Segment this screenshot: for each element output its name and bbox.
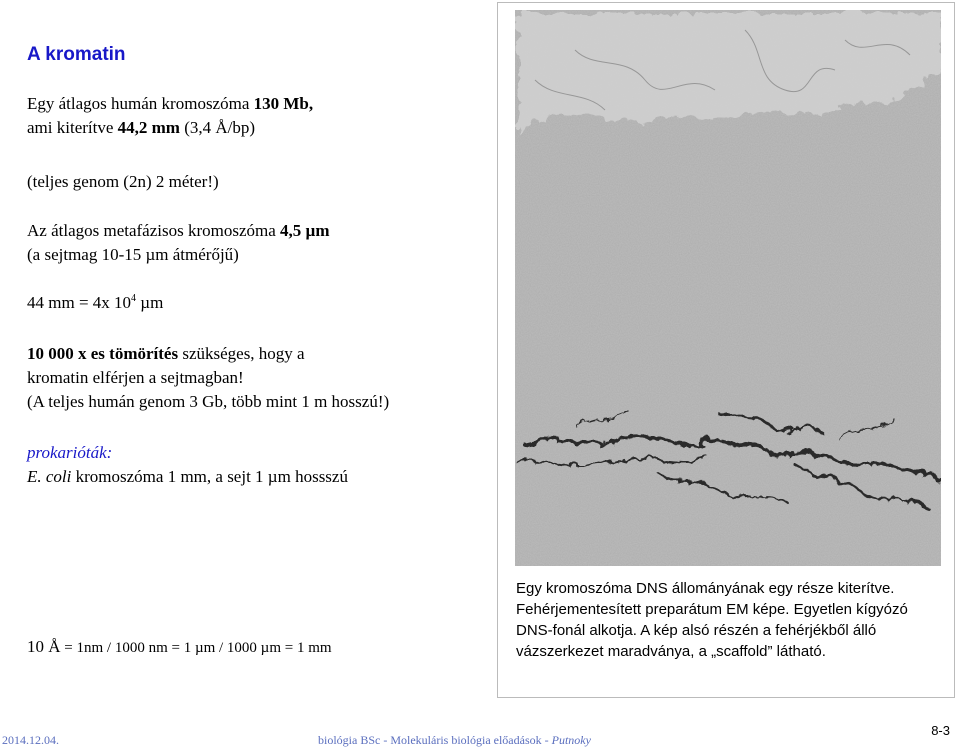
paragraph-metaphase: Az átlagos metafázisos kromoszóma 4,5 µm (a sejtmag 10-15 µm átmérőjű) (27, 221, 330, 264)
figure-caption: Egy kromoszóma DNS állományának egy része kiterítve. Fehérjementesített preparátum EM képe. Egyetlen kígyózó DNS-fonál alkotja. A kép alsó részén a fehérjékből álló vázszerkezet maradványa, a „scaffold” látható. (516, 580, 908, 660)
footer-author: Putnoky (551, 733, 591, 747)
paragraph-conversion: 44 mm = 4x $10^4$ µm (27, 293, 164, 312)
electron-micrograph-image (515, 10, 941, 566)
paragraph-prokaryotes: prokarióták: E. coli kromoszóma 1 mm, a sejt 1 µm hossszú (27, 443, 348, 486)
unit-conversion-line: 10 Å = 1nm / 1000 nm = 1 µm / 1000 µm = 1 mm (27, 637, 332, 656)
footer-course: biológia BSc - Molekuláris biológia előadások - Putnoky (318, 733, 591, 747)
paragraph-compaction: 10 000 x es tömörítés szükséges, hogy a kromatin elférjen a sejtmagban! (A teljes humán genom 3 Gb, több mint 1 m hosszú!) (27, 344, 390, 411)
page-number: 8-3 (931, 723, 950, 738)
paragraph-genome-length: (teljes genom (2n) 2 méter!) (27, 172, 219, 191)
footer-date: 2014.12.04. (2, 733, 59, 747)
paragraph-chromosome-length: Egy átlagos humán kromoszóma 130 Mb, ami kiterítve 44,2 mm (3,4 Å/bp) (27, 94, 314, 137)
slide-title: A kromatin (27, 44, 126, 65)
